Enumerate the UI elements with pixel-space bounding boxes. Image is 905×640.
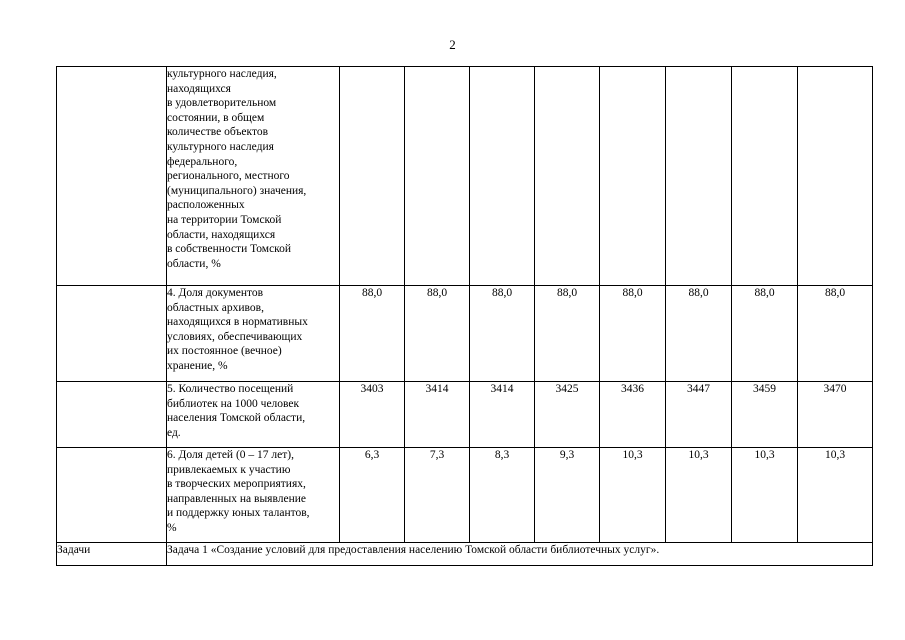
value-cell	[732, 67, 798, 286]
value-cell: 3470	[798, 382, 873, 448]
table-row	[57, 382, 873, 448]
indicator-text: 5. Количество посещений библиотек на 1000 человек населения Томской области, ед.	[167, 383, 306, 439]
value-cell: 88,0	[666, 286, 732, 382]
value-cell	[470, 67, 535, 286]
value-cell: 3447	[666, 382, 732, 448]
indicator-text: 4. Доля документов областных архивов, находящихся в нормативных условиях, обеспечивающих их постоянное (вечное) хранение, %	[167, 287, 308, 372]
value-cell: 3414	[470, 382, 535, 448]
value-cell: 88,0	[798, 286, 873, 382]
value-cell	[535, 67, 600, 286]
table-row	[57, 448, 873, 543]
value-cell: 3403	[340, 382, 405, 448]
section-label-cell	[57, 286, 167, 382]
value-cell: 88,0	[732, 286, 798, 382]
value-cell: 10,3	[666, 448, 732, 543]
indicator-cell	[167, 382, 340, 448]
value-cell: 3436	[600, 382, 666, 448]
page-number: 2	[449, 37, 456, 52]
value-cell: 10,3	[600, 448, 666, 543]
value-cell: 9,3	[535, 448, 600, 543]
value-cell: 6,3	[340, 448, 405, 543]
value-cell	[340, 67, 405, 286]
value-cell: 88,0	[470, 286, 535, 382]
value-cell	[666, 67, 732, 286]
tasks-row	[57, 543, 873, 566]
value-cell	[600, 67, 666, 286]
value-cell: 88,0	[600, 286, 666, 382]
value-cell: 8,3	[470, 448, 535, 543]
value-cell: 88,0	[340, 286, 405, 382]
value-cell: 88,0	[405, 286, 470, 382]
section-label-cell	[57, 448, 167, 543]
indicator-text: 6. Доля детей (0 – 17 лет), привлекаемых к участию в творческих мероприятиях, направленных на выявление и поддержку юных талантов, %	[167, 449, 310, 534]
indicator-cell	[167, 286, 340, 382]
indicator-text: культурного наследия, находящихся в удовлетворительном состоянии, в общем количестве объектов культурного наследия федерального, регионального, местного (муниципального) значения, расположенных на территории Томской области, находящихся в собственности Томской области, %	[167, 68, 307, 270]
value-cell	[798, 67, 873, 286]
value-cell: 88,0	[535, 286, 600, 382]
value-cell: 7,3	[405, 448, 470, 543]
value-cell: 10,3	[732, 448, 798, 543]
value-cell	[405, 67, 470, 286]
indicator-cell	[167, 448, 340, 543]
value-cell: 10,3	[798, 448, 873, 543]
table-row	[57, 286, 873, 382]
task-text: Задача 1 «Создание условий для предоставления населению Томской области библиотечных услуг».	[167, 543, 873, 566]
section-label-cell	[57, 67, 167, 286]
section-label-cell	[57, 382, 167, 448]
value-cell: 3459	[732, 382, 798, 448]
value-cell: 3414	[405, 382, 470, 448]
indicators-table	[56, 66, 873, 566]
indicator-cell	[167, 67, 340, 286]
tasks-label: Задачи	[57, 543, 167, 566]
table-row	[57, 67, 873, 286]
value-cell: 3425	[535, 382, 600, 448]
